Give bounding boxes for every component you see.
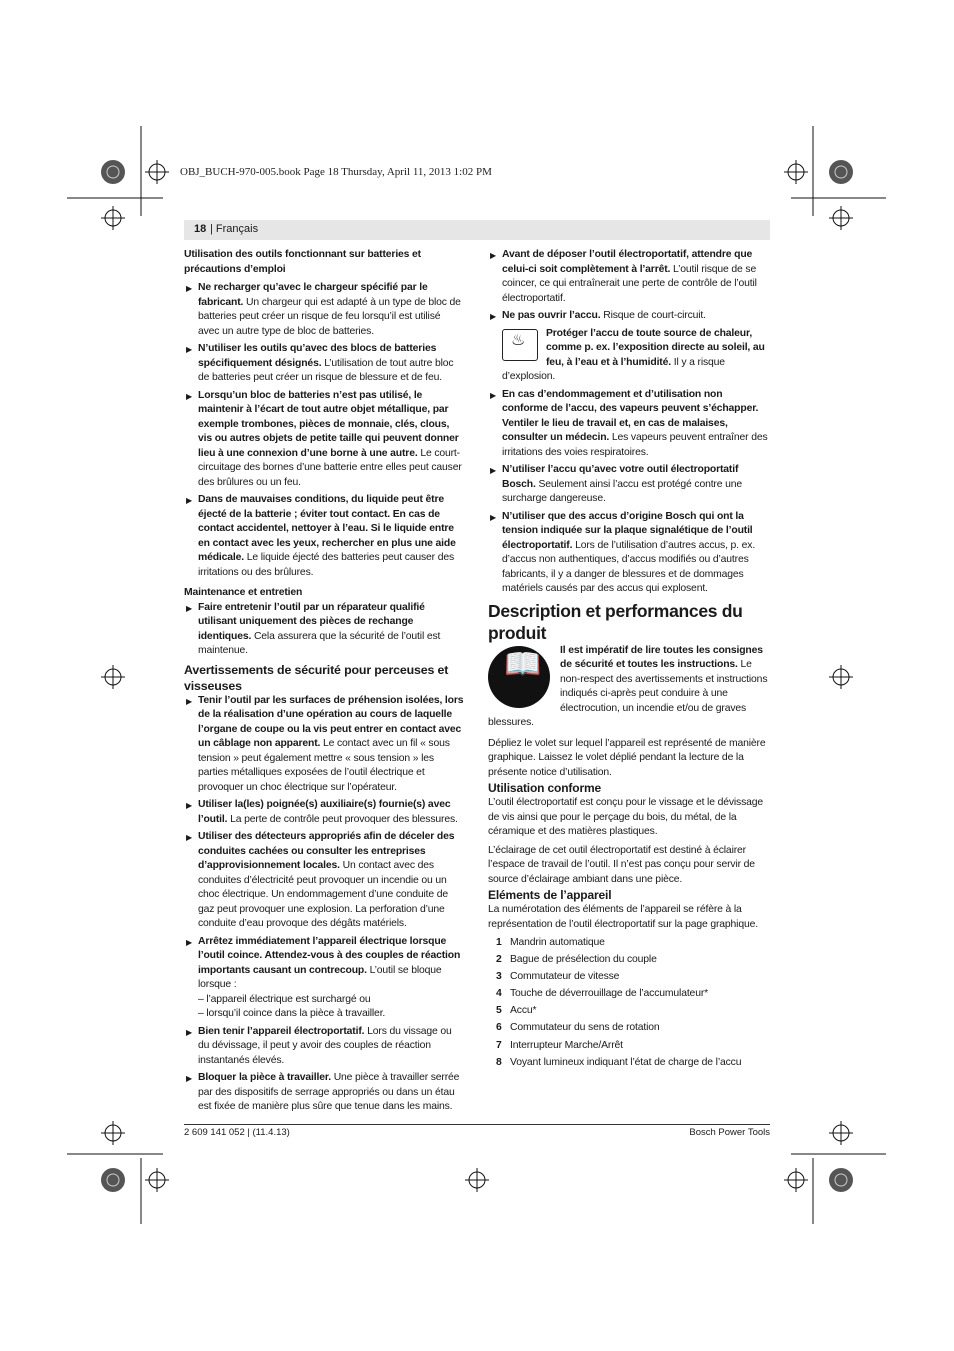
- bullet-arrow-icon: ▶: [186, 833, 193, 842]
- section-title-battery-tools: Utilisation des outils fonctionnant sur batteries et précautions d’emploi: [184, 249, 421, 275]
- bullet-arrow-icon: ▶: [490, 312, 497, 321]
- battery-heat-warning: ♨ Protéger l’accu de toute source de chaleur, comme p. ex. l’exposition directe au soleil, au feu, à l’eau et à l’humidité. Il y a risque d’explosion.: [502, 327, 765, 382]
- warning-item: ▶ Dans de mauvaises conditions, du liquide peut être éjecté de la batterie ; éviter tout contact. En cas de contact accidentel, nettoyer à l’eau. Si le liquide entre en contact avec les yeux, rechercher en plus une aide médicale. Le liquide éjecté des batteries peut causer des irritations ou des brûlures.: [186, 494, 456, 578]
- page-header: [184, 220, 770, 240]
- list-item: 2 Bague de présélection du couple: [496, 954, 657, 966]
- bullet-arrow-icon: ▶: [186, 496, 193, 505]
- list-item: 6 Commutateur du sens de rotation: [496, 1022, 660, 1034]
- language-label: | Français: [210, 223, 259, 235]
- warning-item: ▶ N’utiliser que des accus d’origine Bosch qui ont la tension indiquée sur la plaque signalétique de l’outil électroportatif. Lors de l’utilisation d’autres accus, p. ex. d’accus non authentiques, d’accus modifiés ou d’autres fabricants, il y a danger de blessures et de dommages matériels causés par des accus qui explosent.: [490, 510, 756, 594]
- bullet-arrow-icon: ▶: [186, 696, 193, 706]
- right-column: [488, 248, 770, 1073]
- section-title-drill-warnings: Avertissements de sécurité pour perceuses et visseuses: [184, 662, 449, 693]
- bullet-arrow-icon: ▶: [186, 391, 193, 401]
- list-item: 8 Voyant lumineux indiquant l’état de charge de l’accu: [496, 1056, 742, 1068]
- printer-slug-line: OBJ_BUCH-970-005.book Page 18 Thursday, April 11, 2013 1:02 PM: [180, 166, 492, 178]
- warning-item: ▶ Utiliser des détecteurs appropriés afin de déceler des conduites cachées ou consulter les entreprises d’approvisionnement locales. Un contact avec des conduites d’électricité peut provoquer un incendie ou un choc électrique. Un endommagement d’une conduite de gaz peut provoquer une explosion. La perforation d’une conduite d’eau provoque des dégâts matériels.: [186, 831, 455, 929]
- bullet-arrow-icon: ▶: [186, 937, 193, 947]
- bullet-arrow-icon: ▶: [490, 512, 497, 522]
- bullet-arrow-icon: ▶: [186, 284, 193, 293]
- warning-item: ▶ Ne recharger qu’avec le chargeur spécifié par le fabricant. Un chargeur qui est adapté à un type de bloc de batteries peut créer un risque de feu lorsqu’il est utilisé avec un autre type de bloc de batteries.: [186, 282, 461, 337]
- paragraph: Dépliez le volet sur lequel l’appareil est représenté de manière graphique. Laissez le volet déplié pendant la lecture de la présente notice d’utilisation.: [488, 737, 766, 778]
- bullet-arrow-icon: ▶: [490, 251, 497, 260]
- paragraph: L’éclairage de cet outil électroportatif est destiné à éclairer l’espace de travail de l’outil. Il n’est pas conçu pour servir de source d’éclairage ambiant dans une pièce.: [488, 844, 755, 885]
- bullet-arrow-icon: ▶: [186, 603, 193, 613]
- bullet-arrow-icon: ▶: [186, 1074, 193, 1083]
- dash-item: – lorsqu’il coince dans la pièce à travailler.: [198, 1008, 386, 1019]
- read-manual-icon: 📖: [488, 646, 550, 708]
- bullet-arrow-icon: ▶: [186, 345, 193, 354]
- section-title-maintenance: Maintenance et entretien: [184, 587, 303, 598]
- warning-item: ▶ Avant de déposer l’outil électroportatif, attendre que celui-ci soit complètement à l’arrêt. L’outil risque de se coincer, ce qui entraînerait une perte de contrôle de l’outil électroportatif.: [490, 249, 757, 304]
- warning-item: ▶ Tenir l’outil par les surfaces de préhension isolées, lors de la réalisation d’une opération au cours de laquelle l’organe de coupe ou la vis peut entrer en contact avec un câblage non apparent. Le contact avec un fil « sous tension » peut également mettre « sous tension » les parties métalliques exposées de l’outil électrique et provoquer un choc électrique sur l’opérateur.: [186, 694, 464, 793]
- section-title-elements: Eléments de l’appareil: [488, 888, 612, 902]
- elements-list: [488, 936, 770, 1070]
- list-item: 7 Interrupteur Marche/Arrêt: [496, 1039, 623, 1051]
- warning-item: ▶ Bloquer la pièce à travailler. Une pièce à travailler serrée par des dispositifs de serrage appropriés ou dans un étau est fixée de manière plus sûre que tenue dans les mains.: [186, 1072, 460, 1112]
- section-title-description: Description et performances du produit: [488, 600, 743, 643]
- list-item: 5 Accu*: [496, 1005, 537, 1017]
- paragraph: L’outil électroportatif est conçu pour le vissage et le dévissage de vis ainsi que pour le perçage du bois, du métal, de la céramique et des matières plastiques.: [488, 797, 764, 837]
- warning-item: ▶ Faire entretenir l’outil par un réparateur qualifié utilisant uniquement des pièces de rechange identiques. Cela assurera que la sécurité de l’outil est maintenue.: [186, 601, 441, 656]
- warning-item: ▶ N’utiliser l’accu qu’avec votre outil électroportatif Bosch. Seulement ainsi l’accu est protégé contre une surcharge dangereuse.: [490, 464, 742, 504]
- bullet-arrow-icon: ▶: [186, 801, 193, 810]
- footer-doc-number: 2 609 141 052 | (11.4.13): [184, 1127, 290, 1138]
- warning-item: ▶ Lorsqu’un bloc de batteries n’est pas utilisé, le maintenir à l’écart de tout autre objet métallique, par exemple trombones, pièces de monnaie, clés, clous, vis ou autres objets de petite taille qui peuvent donner lieu à une connexion d’une borne à une autre. Le court-circuitage des bornes d’une batterie entre elles peut causer des brûlures ou un feu.: [186, 389, 462, 488]
- list-item: 4 Touche de déverrouillage de l’accumulateur*: [496, 988, 709, 1000]
- warning-item: ▶ En cas d’endommagement et d’utilisation non conforme de l’accu, des vapeurs peuvent s’échapper. Ventiler le lieu de travail et, en cas de malaises, consulter un médecin. Les vapeurs peuvent entraîner des irritations des voies respiratoires.: [490, 388, 768, 458]
- list-item: 3 Commutateur de vitesse: [496, 971, 620, 983]
- left-column: [184, 248, 464, 1118]
- read-manual-notice: 📖 Il est impératif de lire toutes les consignes de sécurité et toutes les instructions. Le non-respect des avertissements et instructions indiqués ci-après peut conduire à une électrocution, un incendie et/ou de graves blessures.: [488, 644, 768, 728]
- footer-brand: Bosch Power Tools: [689, 1127, 770, 1138]
- warning-item: ▶ Arrêtez immédiatement l’appareil électrique lorsque l’outil coince. Attendez-vous à des couples de réaction importants causant un contrecoup. L’outil se bloque lorsque : – l’appareil électrique est surchargé ou – lorsqu’il coince dans la pièce à travailler.: [186, 935, 461, 1019]
- warning-item: ▶ Ne pas ouvrir l’accu. Risque de court-circuit.: [488, 309, 770, 324]
- warning-item: ▶ Bien tenir l’appareil électroportatif. Lors du vissage ou du dévissage, il peut y avoir des couples de réaction instantanés élevés.: [186, 1025, 452, 1066]
- bullet-arrow-icon: ▶: [490, 390, 497, 400]
- bullet-arrow-icon: ▶: [186, 1027, 193, 1037]
- warning-item: ▶ N’utiliser les outils qu’avec des blocs de batteries spécifiquement désignés. L’utilisation de tout autre bloc de batteries peut créer un risque de blessure et de feu.: [186, 343, 454, 383]
- battery-heat-icon: ♨: [502, 329, 538, 361]
- paragraph: La numérotation des éléments de l’appareil se réfère à la représentation de l’outil électroportatif sur la page graphique.: [488, 904, 758, 930]
- list-item: 1 Mandrin automatique: [496, 937, 605, 948]
- warning-item: ▶ Utiliser la(les) poignée(s) auxiliaire(s) fournie(s) avec l’outil. La perte de contrôle peut provoquer des blessures.: [186, 799, 458, 825]
- footer-divider: [184, 1124, 770, 1125]
- bullet-arrow-icon: ▶: [490, 466, 497, 475]
- section-title-usage: Utilisation conforme: [488, 781, 602, 795]
- dash-item: – l’appareil électrique est surchargé ou: [198, 993, 371, 1005]
- page-number: 18: [194, 223, 207, 235]
